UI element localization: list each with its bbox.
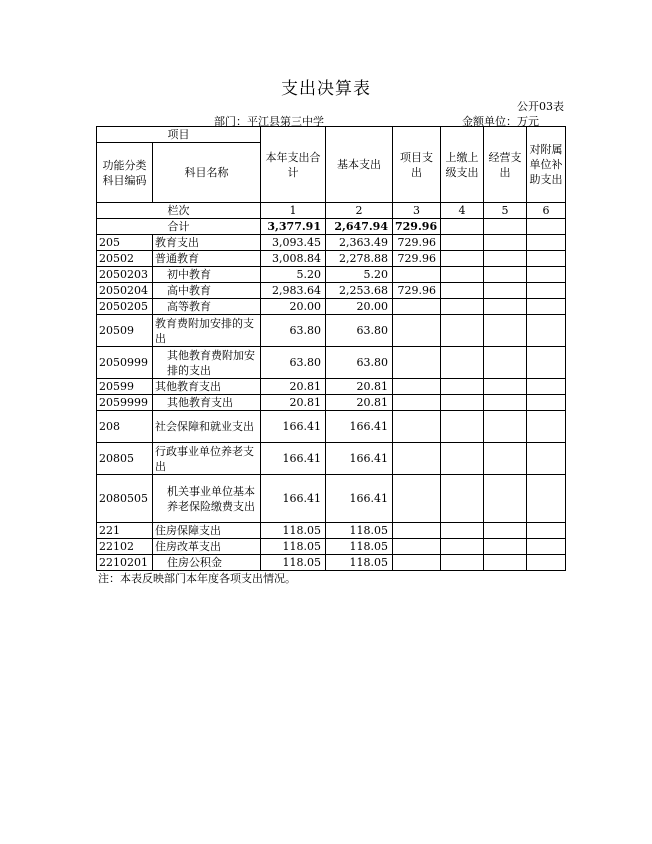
empty-cell (527, 539, 566, 555)
header-basic: 基本支出 (326, 127, 393, 203)
table-row (97, 251, 566, 267)
row-project: 729.96 (393, 235, 441, 251)
empty-cell (484, 411, 527, 443)
row-code: 20805 (97, 443, 153, 475)
row-total: 118.05 (261, 523, 326, 539)
total-amount: 3,377.91 (261, 219, 326, 235)
row-project (393, 443, 441, 475)
row-code: 22102 (97, 539, 153, 555)
row-total: 20.81 (261, 379, 326, 395)
row-name: 其他教育费附加安排的支出 (153, 347, 261, 379)
row-code: 221 (97, 523, 153, 539)
row-project (393, 267, 441, 283)
empty-cell (441, 539, 484, 555)
row-total: 20.00 (261, 299, 326, 315)
table-row (97, 235, 566, 251)
table-row (97, 315, 566, 347)
row-total: 118.05 (261, 539, 326, 555)
empty-cell (441, 379, 484, 395)
empty-cell (441, 315, 484, 347)
row-total: 63.80 (261, 315, 326, 347)
row-basic: 63.80 (326, 347, 393, 379)
row-basic: 2,363.49 (326, 235, 393, 251)
empty-cell (441, 395, 484, 411)
column-number: 1 (261, 203, 326, 219)
empty-cell (527, 267, 566, 283)
row-basic: 166.41 (326, 411, 393, 443)
header-upper: 上缴上级支出 (441, 127, 484, 203)
header-subsidy: 对附属单位补助支出 (527, 127, 566, 203)
table-row (97, 539, 566, 555)
row-total: 166.41 (261, 411, 326, 443)
row-code: 2080505 (97, 475, 153, 523)
row-name: 社会保障和就业支出 (153, 411, 261, 443)
row-total: 3,093.45 (261, 235, 326, 251)
empty-cell (484, 251, 527, 267)
row-name: 其他教育支出 (153, 395, 261, 411)
row-code: 208 (97, 411, 153, 443)
column-number-label: 栏次 (97, 203, 261, 219)
empty-cell (441, 267, 484, 283)
row-code: 20599 (97, 379, 153, 395)
row-basic: 20.00 (326, 299, 393, 315)
empty-cell (484, 299, 527, 315)
empty-cell (527, 395, 566, 411)
row-code: 2050203 (97, 267, 153, 283)
row-name: 高等教育 (153, 299, 261, 315)
row-total: 166.41 (261, 443, 326, 475)
column-number: 6 (527, 203, 566, 219)
empty-cell (484, 443, 527, 475)
empty-cell (527, 523, 566, 539)
table-row (97, 555, 566, 571)
empty-cell (527, 475, 566, 523)
row-name: 教育费附加安排的支出 (153, 315, 261, 347)
table-row (97, 523, 566, 539)
total-project: 729.96 (393, 219, 441, 235)
table-row (97, 411, 566, 443)
total-basic: 2,647.94 (326, 219, 393, 235)
empty-cell (441, 219, 484, 235)
header-project-expense: 项目支出 (393, 127, 441, 203)
empty-cell (484, 395, 527, 411)
empty-cell (441, 251, 484, 267)
row-project (393, 315, 441, 347)
empty-cell (484, 219, 527, 235)
empty-cell (527, 235, 566, 251)
table-row (97, 347, 566, 379)
table-row (97, 475, 566, 523)
table-row (97, 267, 566, 283)
row-code: 2210201 (97, 555, 153, 571)
expenditure-table (96, 126, 566, 571)
empty-cell (484, 315, 527, 347)
table-row (97, 299, 566, 315)
row-project (393, 523, 441, 539)
empty-cell (527, 347, 566, 379)
empty-cell (441, 283, 484, 299)
row-basic: 118.05 (326, 539, 393, 555)
row-code: 20502 (97, 251, 153, 267)
row-name: 教育支出 (153, 235, 261, 251)
empty-cell (441, 235, 484, 251)
row-code: 2050999 (97, 347, 153, 379)
empty-cell (441, 347, 484, 379)
table-code: 公开03表 (517, 100, 564, 113)
empty-cell (484, 283, 527, 299)
row-name: 其他教育支出 (153, 379, 261, 395)
empty-cell (484, 539, 527, 555)
row-code: 2059999 (97, 395, 153, 411)
row-project (393, 539, 441, 555)
row-name: 住房公积金 (153, 555, 261, 571)
row-basic: 166.41 (326, 475, 393, 523)
empty-cell (441, 475, 484, 523)
row-basic: 20.81 (326, 379, 393, 395)
row-name: 普通教育 (153, 251, 261, 267)
header-name: 科目名称 (153, 143, 261, 203)
row-total: 166.41 (261, 475, 326, 523)
empty-cell (484, 523, 527, 539)
empty-cell (527, 219, 566, 235)
row-total: 5.20 (261, 267, 326, 283)
empty-cell (484, 379, 527, 395)
row-project (393, 475, 441, 523)
row-total: 20.81 (261, 395, 326, 411)
empty-cell (441, 443, 484, 475)
table-row (97, 395, 566, 411)
empty-cell (527, 283, 566, 299)
row-basic: 2,253.68 (326, 283, 393, 299)
table-row (97, 283, 566, 299)
row-name: 机关事业单位基本养老保险缴费支出 (153, 475, 261, 523)
row-basic: 118.05 (326, 555, 393, 571)
row-basic: 63.80 (326, 315, 393, 347)
row-project (393, 347, 441, 379)
empty-cell (484, 555, 527, 571)
row-project (393, 411, 441, 443)
row-name: 行政事业单位养老支出 (153, 443, 261, 475)
header-project: 项目 (97, 127, 261, 143)
empty-cell (484, 235, 527, 251)
header-code: 功能分类科目编码 (97, 143, 153, 203)
row-basic: 5.20 (326, 267, 393, 283)
row-project (393, 555, 441, 571)
row-code: 205 (97, 235, 153, 251)
department-label: 部门：平江县第三中学 (214, 115, 324, 128)
empty-cell (527, 555, 566, 571)
empty-cell (441, 523, 484, 539)
header-operating: 经营支出 (484, 127, 527, 203)
footnote: 注：本表反映部门本年度各项支出情况。 (98, 572, 296, 585)
empty-cell (484, 347, 527, 379)
row-basic: 20.81 (326, 395, 393, 411)
row-basic: 166.41 (326, 443, 393, 475)
row-code: 20509 (97, 315, 153, 347)
row-name: 住房保障支出 (153, 523, 261, 539)
column-number: 2 (326, 203, 393, 219)
row-name: 住房改革支出 (153, 539, 261, 555)
row-project (393, 299, 441, 315)
row-total: 118.05 (261, 555, 326, 571)
row-project: 729.96 (393, 251, 441, 267)
row-name: 高中教育 (153, 283, 261, 299)
empty-cell (484, 475, 527, 523)
column-number: 3 (393, 203, 441, 219)
page-title: 支出决算表 (281, 79, 371, 99)
header-total: 本年支出合计 (261, 127, 326, 203)
empty-cell (441, 555, 484, 571)
column-number: 5 (484, 203, 527, 219)
column-number: 4 (441, 203, 484, 219)
row-project: 729.96 (393, 283, 441, 299)
empty-cell (527, 379, 566, 395)
empty-cell (527, 411, 566, 443)
empty-cell (527, 251, 566, 267)
row-total: 63.80 (261, 347, 326, 379)
empty-cell (441, 411, 484, 443)
empty-cell (527, 443, 566, 475)
row-code: 2050205 (97, 299, 153, 315)
row-total: 3,008.84 (261, 251, 326, 267)
total-label: 合计 (97, 219, 261, 235)
row-name: 初中教育 (153, 267, 261, 283)
empty-cell (441, 299, 484, 315)
row-project (393, 395, 441, 411)
empty-cell (527, 315, 566, 347)
row-basic: 118.05 (326, 523, 393, 539)
empty-cell (484, 267, 527, 283)
table-row (97, 379, 566, 395)
total-row (97, 219, 566, 235)
row-total: 2,983.64 (261, 283, 326, 299)
table-row (97, 443, 566, 475)
empty-cell (527, 299, 566, 315)
unit-label: 金额单位：万元 (462, 115, 539, 128)
row-project (393, 379, 441, 395)
row-code: 2050204 (97, 283, 153, 299)
row-basic: 2,278.88 (326, 251, 393, 267)
